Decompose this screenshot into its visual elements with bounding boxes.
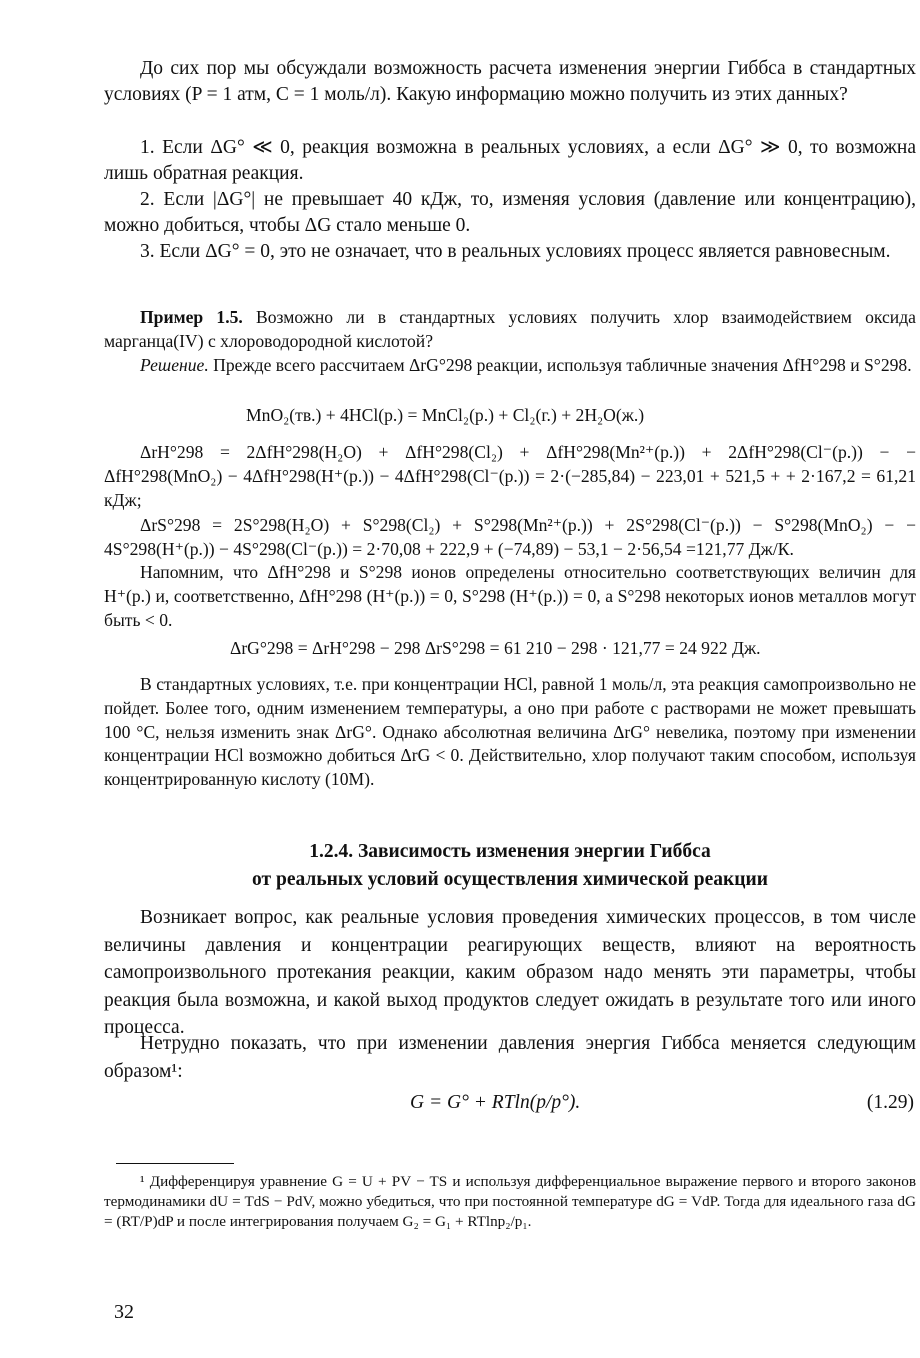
example-title: Пример 1.5. xyxy=(140,307,243,327)
intro-paragraph: До сих пор мы обсуждали возможность расчета изменения энергии Гиббса в стандартных условиях (P = 1 атм, C = 1 моль/л). Какую информацию можно получить из этих данных? xyxy=(104,58,916,106)
entropy-calculation: ΔrS°298 = 2S°298(H₂O) + S°298(Cl₂) + S°298(Mn²⁺(р.)) + 2S°298(Cl⁻(р.)) − S°298(MnO₂) − − 4S°298(H⁺(р.)) − 4S°298(Cl⁻(р.)) = 2·70,08 + 222,9 + (−74,89) − 53,1 − 2·56,54 =121,77 Дж/К. xyxy=(104,515,916,559)
section-heading xyxy=(104,838,916,894)
gibbs-calculation: ΔrG°298 = ΔrH°298 − 298 ΔrS°298 = 61 210 − 298 · 121,77 = 24 922 Дж. xyxy=(230,638,761,658)
formula-number: (1.29) xyxy=(866,1092,914,1113)
page-number: 32 xyxy=(114,1301,134,1323)
reaction-equation: MnO₂(тв.) + 4HCl(р.) = MnCl₂(р.) + Cl₂(г.) + 2H₂O(ж.) xyxy=(246,405,645,425)
enthalpy-calculation: ΔrH°298 = 2ΔfH°298(H₂O) + ΔfH°298(Cl₂) + ΔfH°298(Mn²⁺(р.)) + 2ΔfH°298(Cl⁻(р.)) − − ΔfH°298(MnO₂) − 4ΔfH°298(H⁺(р.)) − 4ΔfH°298(Cl⁻(р.)) = 2·(−285,84) − 223,01 + 521,5 + + 2·167,2 = 61,21 кДж; xyxy=(104,442,916,510)
list-item-2: 2. Если |ΔG°| не превышает 40 кДж, то, изменяя условия (давление или концентрацию), можно добиться, чтобы ΔG стало меньше 0. xyxy=(104,189,916,237)
reminder-paragraph: Напомним, что ΔfH°298 и S°298 ионов определены относительно соответствующих величин для H⁺(р.) и, соответственно, ΔfH°298 (H⁺(р.)) = 0, S°298 (H⁺(р.)) = 0, а S°298 некоторых ионов металлов могут быть < 0. xyxy=(104,562,916,630)
footnote-divider xyxy=(116,1163,234,1164)
solution-text: Прежде всего рассчитаем ΔrG°298 реакции, используя табличные значения ΔfH°298 и S°298. xyxy=(213,355,912,375)
section-heading-line2: от реальных условий осуществления химической реакции xyxy=(252,869,768,890)
example-question xyxy=(104,306,916,354)
solution-label: Решение. xyxy=(140,355,209,375)
footnote: ¹ Дифференцируя уравнение G = U + PV − TS и используя дифференциальное выражение первого и второго законов термодинамики dU = TdS − PdV, можно убедиться, что при постоянной температуре dG = VdP. Тогда для идеального газа dG = (RT/P)dP и после интегрирования получаем G₂ = G₁ + RTlnp₂/p₁. xyxy=(104,1173,916,1231)
section-paragraph-2: Нетрудно показать, что при изменении давления энергия Гиббса меняется следующим образом¹: xyxy=(104,1033,916,1082)
formula-1-29: G = G° + RTln(p/p°). xyxy=(410,1092,581,1113)
list-item-3: 3. Если ΔG° = 0, это не означает, что в реальных условиях процесс является равновесным. xyxy=(140,241,891,262)
list-item-1: 1. Если ΔG° ≪ 0, реакция возможна в реальных условиях, а если ΔG° ≫ 0, то возможна лишь обратная реакция. xyxy=(104,137,916,185)
example-solution xyxy=(104,354,916,378)
conclusion-paragraph: В стандартных условиях, т.е. при концентрации HCl, равной 1 моль/л, эта реакция самопроизвольно не пойдет. Более того, одним изменением температуры, а оно при работе с растворами не может превышать 100 °C, нельзя изменить знак ΔrG°. Однако абсолютная величина ΔrG° невелика, поэтому при изменении концентрации HCl возможно добиться ΔrG < 0. Действительно, хлор получают таким способом, используя концентрированную кислоту (10М). xyxy=(104,674,916,790)
example-question-text: Возможно ли в стандартных условиях получить хлор взаимодействием оксида марганца(IV) с хлороводородной кислотой? xyxy=(104,307,916,351)
section-paragraph-1: Возникает вопрос, как реальные условия проведения химических процессов, в том числе величины давления и концентрации реагирующих веществ, влияют на вероятность самопроизвольного протекания реакции, каким образом надо менять эти параметры, чтобы реакция была возможна, и какой выход продуктов следует ожидать в результате того или иного процесса. xyxy=(104,907,916,1039)
section-heading-line1: 1.2.4. Зависимость изменения энергии Гиббса xyxy=(309,841,711,862)
